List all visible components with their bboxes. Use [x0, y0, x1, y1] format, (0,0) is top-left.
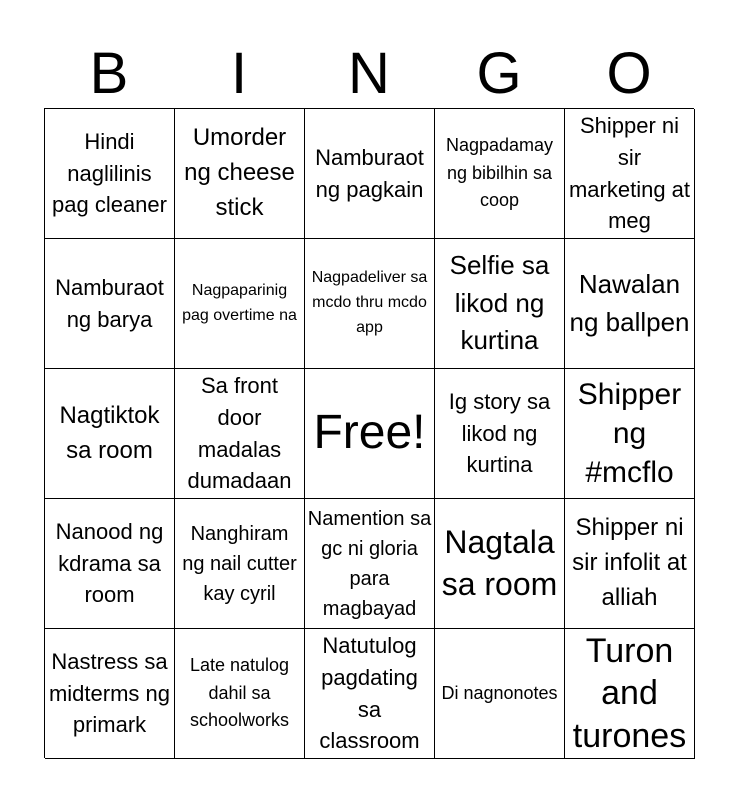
- bingo-cell-r5c5[interactable]: [565, 629, 695, 759]
- bingo-cell-r5c1[interactable]: [45, 629, 175, 759]
- bingo-cell-r4c1[interactable]: [45, 499, 175, 629]
- bingo-cell-r3c5[interactable]: [565, 369, 695, 499]
- cell-text: Nagtala sa room: [441, 523, 558, 602]
- bingo-cell-r1c1[interactable]: [45, 109, 175, 239]
- header-letter-o: O: [606, 41, 652, 106]
- cell-text: Namention sa gc ni gloria para magbayad: [307, 507, 432, 620]
- cell-text: Umorder ng cheese stick: [184, 124, 295, 221]
- bingo-cell-r2c1[interactable]: [45, 239, 175, 369]
- cell-text: Nanghiram ng nail cutter kay cyril: [182, 522, 297, 605]
- cell-text: Late natulog dahil sa schoolworks: [189, 654, 290, 731]
- bingo-cell-r4c3[interactable]: [305, 499, 435, 629]
- bingo-cell-r2c3[interactable]: [305, 239, 435, 369]
- bingo-cell-r4c2[interactable]: [175, 499, 305, 629]
- free-space-text: Free!: [313, 406, 426, 460]
- bingo-cell-r2c5[interactable]: [565, 239, 695, 369]
- bingo-cell-r3c4[interactable]: [435, 369, 565, 499]
- bingo-cell-r1c4[interactable]: [435, 109, 565, 239]
- bingo-cell-free[interactable]: [305, 369, 435, 499]
- cell-text: Shipper ni sir marketing at meg: [568, 112, 691, 234]
- bingo-cell-r5c3[interactable]: [305, 629, 435, 759]
- cell-text: Nanood ng kdrama sa room: [55, 518, 164, 608]
- bingo-cell-r2c4[interactable]: [435, 239, 565, 369]
- bingo-cell-r2c2[interactable]: [175, 239, 305, 369]
- bingo-cell-r3c2[interactable]: [175, 369, 305, 499]
- bingo-cell-r5c2[interactable]: [175, 629, 305, 759]
- bingo-cell-r1c5[interactable]: [565, 109, 695, 239]
- bingo-cell-r4c5[interactable]: [565, 499, 695, 629]
- cell-text: Ig story sa likod ng kurtina: [448, 388, 551, 478]
- cell-text: Namburaot ng barya: [55, 274, 164, 332]
- cell-text: Nawalan ng ballpen: [569, 268, 690, 337]
- cell-text: Shipper ng #mcflo: [577, 378, 682, 489]
- bingo-board: [44, 108, 694, 758]
- header-letter-b: B: [89, 41, 129, 106]
- bingo-cell-r3c1[interactable]: [45, 369, 175, 499]
- cell-text: Natutulog pagdating sa classroom: [319, 632, 420, 754]
- bingo-cell-r4c4[interactable]: [435, 499, 565, 629]
- cell-text: Selfie sa likod ng kurtina: [449, 249, 550, 356]
- cell-text: Hindi naglilinis pag cleaner: [52, 128, 167, 218]
- bingo-header: [44, 40, 694, 108]
- cell-text: Shipper ni sir infolit at alliah: [572, 514, 687, 611]
- cell-text: Turon and turones: [572, 631, 687, 755]
- cell-text: Nagpadeliver sa mcdo thru mcdo app: [311, 269, 428, 336]
- header-letter-g: G: [476, 41, 522, 106]
- cell-text: Sa front door madalas dumadaan: [187, 372, 292, 494]
- header-letter-i: I: [230, 41, 248, 106]
- bingo-cell-r5c4[interactable]: [435, 629, 565, 759]
- cell-text: Nagpaparinig pag overtime na: [182, 281, 297, 324]
- cell-text: Nastress sa midterms ng primark: [48, 648, 171, 738]
- cell-text: Di nagnonotes: [441, 682, 558, 703]
- header-letter-n: N: [348, 41, 390, 106]
- bingo-cell-r1c3[interactable]: [305, 109, 435, 239]
- bingo-cell-r1c2[interactable]: [175, 109, 305, 239]
- cell-text: Nagpadamay ng bibilhin sa coop: [445, 134, 554, 211]
- cell-text: Namburaot ng pagkain: [315, 144, 424, 202]
- cell-text: Nagtiktok sa room: [59, 401, 160, 464]
